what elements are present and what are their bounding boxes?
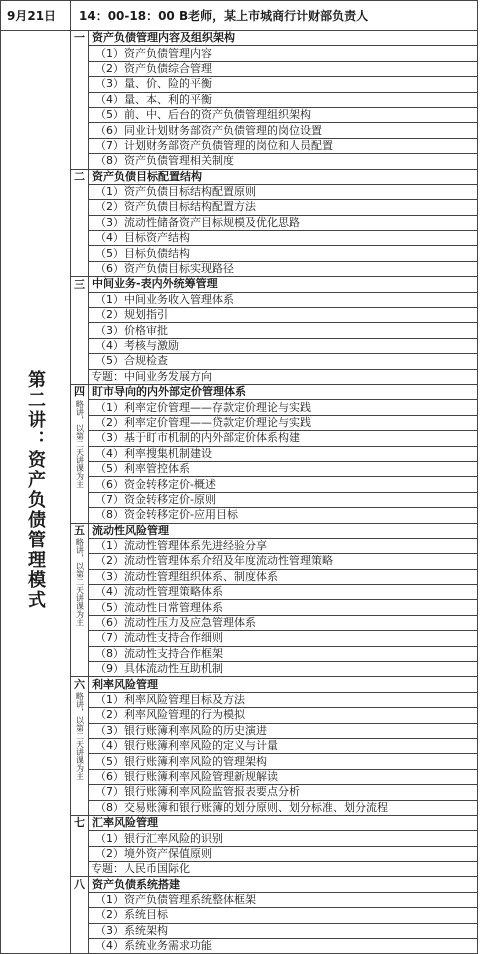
list-item: （7）银行账簿利率风险监管报表要点分析 (89, 785, 478, 800)
list-item: （2）境外资产保值原则 (89, 846, 478, 861)
list-item: （1）利率风险管理目标及方法 (89, 692, 478, 707)
section-number: 七 (71, 815, 89, 830)
list-item: （3）价格审批 (89, 323, 478, 338)
section-number: 六 (71, 677, 89, 692)
special-topic: 专题：中间业务发展方向 (89, 369, 478, 384)
list-item: （4）流动性管理策略体系 (89, 585, 478, 600)
list-item: （4）考核与激励 (89, 338, 478, 353)
session-info: 14：00-18：00 B老师，某上市城商行计财部负责人 (71, 1, 478, 31)
section-title: 汇率风险管理 (89, 815, 478, 830)
list-item: （1）资产负债管理系统整体框架 (89, 892, 478, 907)
list-item: （5）合规检查 (89, 354, 478, 369)
section-row (1, 169, 478, 184)
list-item: （8）资产负债管理相关制度 (89, 154, 478, 169)
list-item: （6）银行账簿利率风险管理新规解读 (89, 769, 478, 784)
list-item: （2）规划指引 (89, 308, 478, 323)
lecture-title (1, 31, 71, 954)
special-topic: 专题：人民币国际化 (89, 862, 478, 877)
section-number: 四 (71, 384, 89, 399)
list-item: （1）中间业务收入管理体系 (89, 292, 478, 307)
section-title: 利率风险管理 (89, 677, 478, 692)
list-item: （2）利率风险管理的行为模拟 (89, 708, 478, 723)
list-item: （3）银行账簿利率风险的历史演进 (89, 723, 478, 738)
list-item: （7）计划财务部资产负债管理的岗位和人员配置 (89, 138, 478, 153)
section-note (71, 184, 89, 276)
item-row (1, 692, 478, 707)
section-number: 三 (71, 277, 89, 292)
list-item: （6）资产负债目标实现路径 (89, 261, 478, 276)
item-row (1, 400, 478, 415)
section-number: 五 (71, 523, 89, 538)
list-item: （4）银行账簿利率风险的定义与计量 (89, 738, 478, 753)
header-row (1, 1, 478, 31)
list-item: （7）流动性支持合作细则 (89, 631, 478, 646)
section-row (1, 877, 478, 892)
section-title: 流动性风险管理 (89, 523, 478, 538)
list-item: （5）前、中、后台的资产负债管理组织架构 (89, 107, 478, 122)
list-item: （1）流动性管理体系先进经验分享 (89, 538, 478, 553)
section-note-text: 略讲，以第二天讲课为主 (75, 538, 85, 627)
section-title: 资产负债系统搭建 (89, 877, 478, 892)
list-item: （7）资金转移定价-原则 (89, 492, 478, 507)
section-number: 一 (71, 31, 89, 46)
list-item: （9）具体流动性互助机制 (89, 662, 478, 677)
list-item: （2）利率定价管理——贷款定价理论与实践 (89, 415, 478, 430)
section-note (71, 46, 89, 169)
item-row (1, 292, 478, 307)
item-row (1, 538, 478, 553)
list-item: （6）资金转移定价-概述 (89, 477, 478, 492)
section-title: 资产负债目标配置结构 (89, 169, 478, 184)
list-item: （3）流动性管理组织体系、制度体系 (89, 569, 478, 584)
section-note (71, 692, 89, 815)
lecture-title-text: 第二讲：资产负债管理模式 (25, 370, 46, 611)
section-row (1, 677, 478, 692)
list-item: （4）系统业务需求功能 (89, 939, 478, 954)
section-title: 盯市导向的内外部定价管理体系 (89, 384, 478, 399)
list-item: （2）系统目标 (89, 908, 478, 923)
list-item: （3）量、价、险的平衡 (89, 77, 478, 92)
list-item: （1）利率定价管理——存款定价理论与实践 (89, 400, 478, 415)
list-item: （5）利率管控体系 (89, 461, 478, 476)
section-note-text: 略讲，以第二天讲课为主 (75, 399, 85, 488)
item-row (1, 184, 478, 199)
list-item: （3）系统架构 (89, 923, 478, 938)
list-item: （1）资产负债目标结构配置原则 (89, 184, 478, 199)
section-row (1, 384, 478, 399)
list-item: （8）流动性支持合作框架 (89, 646, 478, 661)
item-row (1, 46, 478, 61)
section-row (1, 523, 478, 538)
section-number: 二 (71, 169, 89, 184)
list-item: （3）流动性储备资产目标规模及优化思路 (89, 215, 478, 230)
section-row (1, 277, 478, 292)
list-item: （6）同业计划财务部资产负债管理的岗位设置 (89, 123, 478, 138)
list-item: （4）量、本、利的平衡 (89, 92, 478, 107)
section-title: 中间业务-表内外统筹管理 (89, 277, 478, 292)
list-item: （1）银行汇率风险的识别 (89, 831, 478, 846)
item-row (1, 831, 478, 846)
section-row (1, 815, 478, 830)
list-item: （3）基于盯市机制的内外部定价体系构建 (89, 431, 478, 446)
section-note-text: 略讲，以第二天讲课为主 (75, 692, 85, 781)
list-item: （1）资产负债管理内容 (89, 46, 478, 61)
list-item: （5）目标负债结构 (89, 246, 478, 261)
list-item: （6）流动性压力及应急管理体系 (89, 615, 478, 630)
section-note (71, 538, 89, 677)
list-item: （4）目标资产结构 (89, 231, 478, 246)
item-row (1, 892, 478, 907)
list-item: （2）资产负债目标结构配置方法 (89, 200, 478, 215)
list-item: （4）利率搜集机制建设 (89, 446, 478, 461)
list-item: （2）流动性管理体系介绍及年度流动性管理策略 (89, 554, 478, 569)
section-row (1, 31, 478, 46)
date-cell: 9月21日 (1, 1, 71, 31)
section-note (71, 292, 89, 384)
list-item: （8）资金转移定价-应用目标 (89, 508, 478, 523)
section-note (71, 831, 89, 877)
section-note (71, 892, 89, 954)
list-item: （2）资产负债综合管理 (89, 61, 478, 76)
section-note (71, 400, 89, 523)
section-number: 八 (71, 877, 89, 892)
list-item: （8）交易账簿和银行账簿的划分原则、划分标准、划分流程 (89, 800, 478, 815)
section-title: 资产负债管理内容及组织架构 (89, 31, 478, 46)
list-item: （5）流动性日常管理体系 (89, 600, 478, 615)
list-item: （5）银行账簿利率风险的管理架构 (89, 754, 478, 769)
